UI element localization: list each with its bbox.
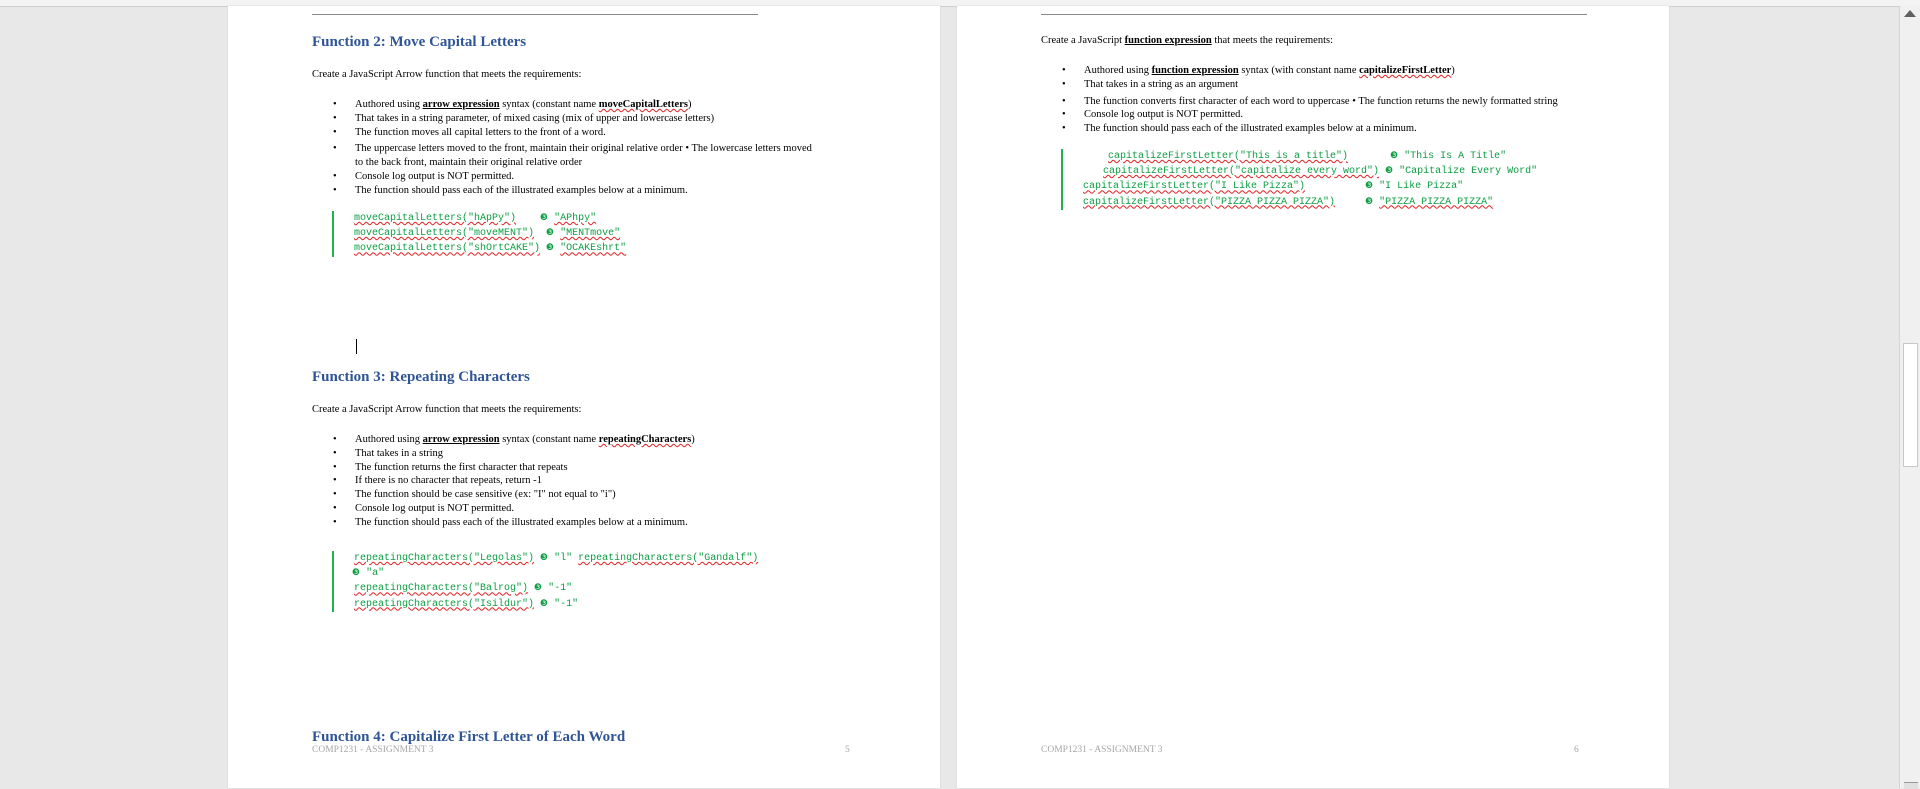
page-number: 6 xyxy=(1574,745,1579,755)
func4-intro: Create a JavaScript function expression that meets the requirements: xyxy=(1041,35,1333,46)
header-rule xyxy=(312,14,758,15)
list-item: • If there is no character that repeats, return -1 xyxy=(333,474,853,488)
code-line: repeatingCharacters("Balrog") ❸ "-1" xyxy=(354,583,573,595)
list-item: • Console log output is NOT permitted. xyxy=(1062,108,1622,122)
list-item: • The function should pass each of the illustrated examples below at a minimum. xyxy=(1062,122,1622,136)
list-item: • Console log output is NOT permitted. xyxy=(333,502,853,516)
page-footer: COMP1231 - ASSIGNMENT 3 xyxy=(1041,745,1163,755)
check-icon: ❸ xyxy=(352,568,361,579)
check-icon: ❸ xyxy=(1365,196,1374,207)
list-item: • The function converts first character of each word to uppercase • The function returns the newly formatted string xyxy=(1062,95,1622,109)
heading-function-3: Function 3: Repeating Characters xyxy=(312,369,530,385)
heading-function-4: Function 4: Capitalize First Letter of Each Word xyxy=(312,729,626,745)
list-item: • That takes in a string xyxy=(333,447,853,461)
list-item: • The function should be case sensitive (ex: "I" not equal to "i") xyxy=(333,488,853,502)
check-icon: ❸ xyxy=(540,553,549,563)
page-footer: COMP1231 - ASSIGNMENT 3 xyxy=(312,745,434,755)
list-item: • That takes in a string parameter, of mixed casing (mix of upper and lowercase letters) xyxy=(333,112,853,126)
list-item: • Authored using arrow expression syntax (constant name repeatingCharacters) xyxy=(333,433,853,447)
code-line: moveCapitalLetters("moveMENT") ❸ "MENTmove" xyxy=(354,228,621,240)
document-page-5[interactable] xyxy=(228,6,940,788)
check-icon: ❸ xyxy=(1385,166,1394,177)
check-icon: ❸ xyxy=(1390,151,1399,161)
func4-requirements xyxy=(1062,64,1622,136)
list-item: • The function should pass each of the illustrated examples below at a minimum. xyxy=(333,516,853,530)
header-rule xyxy=(1041,14,1587,15)
code-line: capitalizeFirstLetter("capitalize every word") ❸ "Capitalize Every Word" xyxy=(1103,166,1538,178)
func3-intro: Create a JavaScript Arrow function that meets the requirements: xyxy=(312,404,582,415)
code-line: moveCapitalLetters("shOrtCAKE") ❸ "OCAKEshrt" xyxy=(354,243,627,255)
list-item: • Console log output is NOT permitted. xyxy=(333,170,853,184)
page-number: 5 xyxy=(845,745,850,755)
scroll-up-icon[interactable] xyxy=(1904,10,1916,17)
code-line: repeatingCharacters("Isildur") ❸ "-1" xyxy=(354,598,579,610)
check-icon: ❸ xyxy=(540,598,549,609)
func2-intro: Create a JavaScript Arrow function that meets the requirements: xyxy=(312,69,582,80)
func2-requirements xyxy=(333,98,853,198)
vertical-scrollbar[interactable] xyxy=(1899,6,1920,788)
list-item: • The function moves all capital letters to the front of a word. xyxy=(333,126,853,140)
check-icon: ❸ xyxy=(1365,181,1374,192)
list-item: • That takes in a string as an argument xyxy=(1062,78,1622,92)
check-icon: ❸ xyxy=(546,243,555,254)
document-page-6[interactable] xyxy=(957,6,1669,788)
func3-code-examples xyxy=(332,551,758,612)
scrollbar-thumb[interactable] xyxy=(1903,343,1918,467)
func4-code-examples xyxy=(1061,149,1537,210)
check-icon: ❸ xyxy=(540,213,549,223)
check-icon: ❸ xyxy=(534,583,543,594)
list-item: • The function returns the first character that repeats xyxy=(333,461,853,475)
heading-function-2: Function 2: Move Capital Letters xyxy=(312,34,527,50)
code-line: ❸ "a" xyxy=(352,568,385,580)
func2-code-examples xyxy=(332,211,626,257)
text-cursor xyxy=(356,339,357,354)
code-line: capitalizeFirstLetter("This is a title") ❸ "This Is A Title" xyxy=(1108,151,1507,162)
list-item: • The function should pass each of the illustrated examples below at a minimum. xyxy=(333,184,853,198)
check-icon: ❸ xyxy=(546,228,555,239)
list-item: • The uppercase letters moved to the front, maintain their original relative order • The lowercase letters moved to the back front, maintain their original relative order xyxy=(333,142,853,170)
code-line: moveCapitalLetters("hApPy") ❸ "APhpy" xyxy=(354,213,597,224)
list-item: • Authored using function expression syntax (with constant name capitalizeFirstLetter) xyxy=(1062,64,1622,78)
code-line: capitalizeFirstLetter("PIZZA PIZZA PIZZA") ❸ "PIZZA PIZZA PIZZA" xyxy=(1083,196,1494,208)
code-line: capitalizeFirstLetter("I Like Pizza") ❸ "I Like Pizza" xyxy=(1083,181,1464,193)
list-item: • Authored using arrow expression syntax (constant name moveCapitalLetters) xyxy=(333,98,853,112)
code-line: repeatingCharacters("Legolas") ❸ "l" repeatingCharacters("Gandalf") xyxy=(354,553,759,564)
func3-requirements xyxy=(333,433,853,530)
